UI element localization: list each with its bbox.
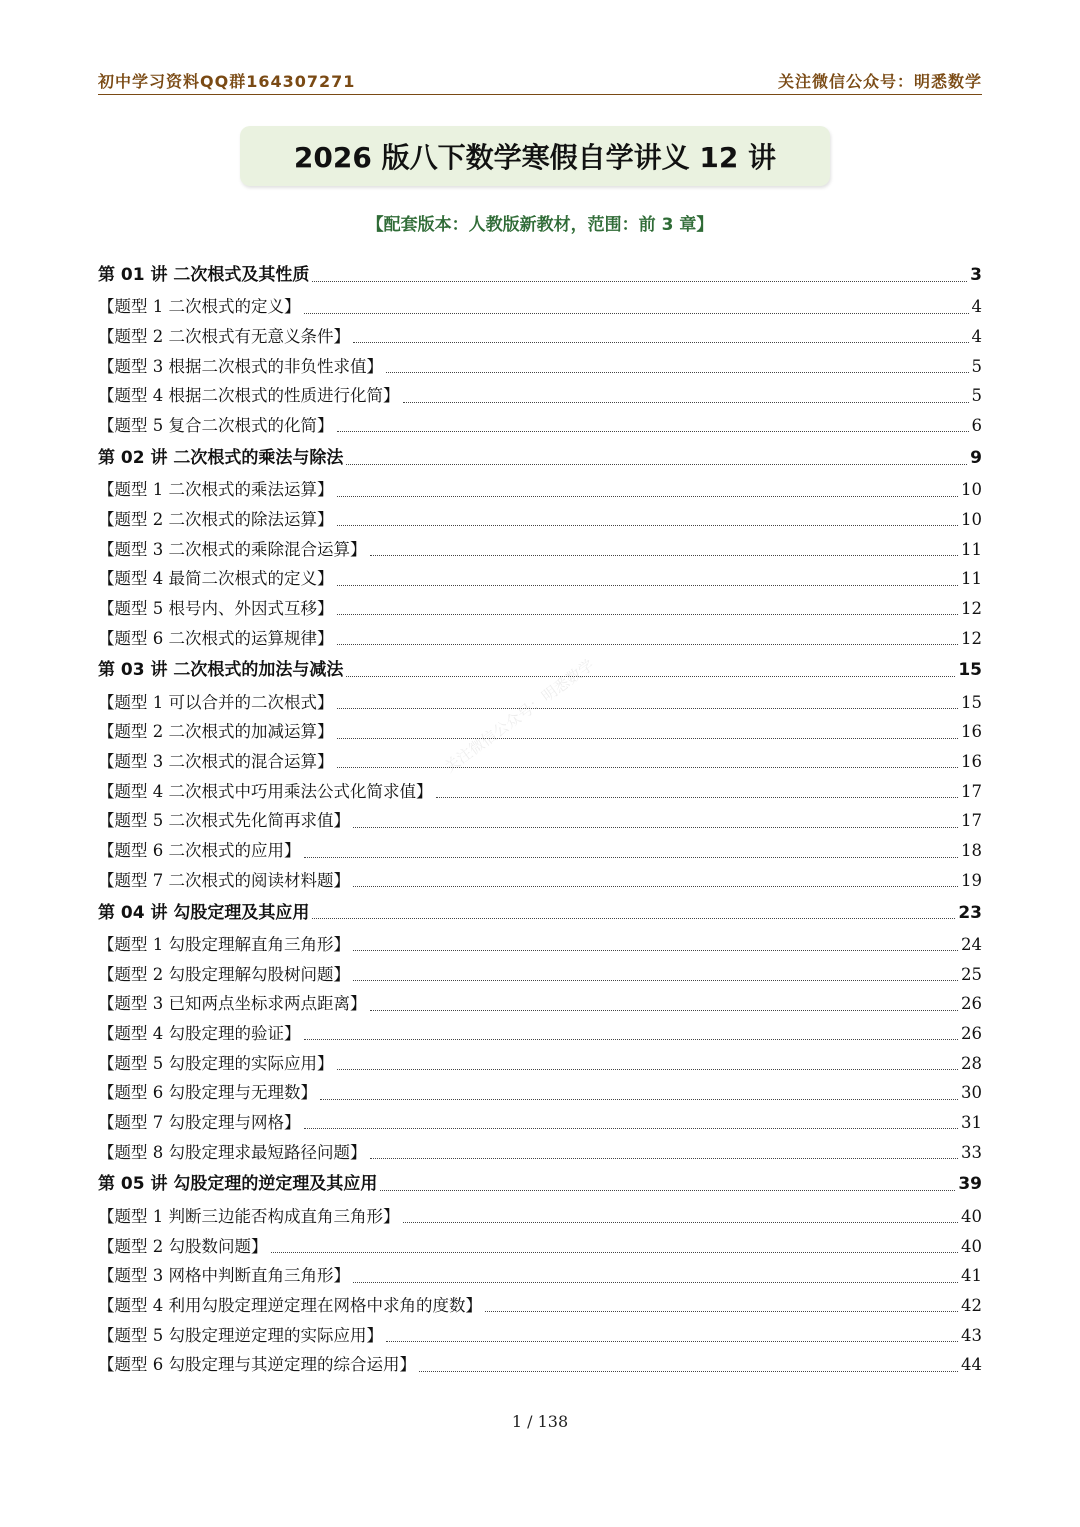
toc-item-page: 42: [961, 1295, 982, 1315]
toc-item[interactable]: [98, 836, 982, 866]
toc-item-page: 19: [961, 870, 982, 890]
toc-chapter-page: 15: [958, 660, 982, 681]
toc-item-title: 【题型 2 二次根式的加减运算】: [98, 722, 334, 742]
toc-item-page: 17: [961, 811, 982, 831]
toc-chapter-title: 第 04 讲 勾股定理及其应用: [98, 902, 310, 923]
page-number: 1 / 138: [511, 1412, 569, 1431]
dot-leader: [304, 313, 969, 314]
dot-leader: [485, 1311, 958, 1312]
toc-item[interactable]: [98, 411, 982, 441]
dot-leader: [353, 886, 958, 887]
watermark: 关注微信公众号：明悉数学: [441, 655, 598, 777]
dot-leader: [304, 857, 959, 858]
dot-leader: [370, 555, 959, 556]
toc-item[interactable]: [98, 717, 982, 747]
dot-leader: [271, 1252, 959, 1253]
dot-leader: [353, 1282, 958, 1283]
dot-leader: [346, 676, 955, 677]
toc-item-page: 30: [961, 1083, 982, 1103]
toc-item-title: 【题型 4 利用勾股定理逆定理在网格中求角的度数】: [98, 1295, 482, 1315]
toc-item[interactable]: [98, 1291, 982, 1321]
toc-item-page: 28: [961, 1053, 982, 1073]
dot-leader: [386, 1341, 958, 1342]
dot-leader: [337, 496, 959, 497]
dot-leader: [353, 342, 969, 343]
toc-chapter-title: 第 05 讲 勾股定理的逆定理及其应用: [98, 1174, 378, 1195]
toc-chapter-page: 39: [958, 1174, 982, 1195]
toc-item-page: 40: [961, 1236, 982, 1256]
toc-item-title: 【题型 3 二次根式的混合运算】: [98, 752, 334, 772]
toc-item[interactable]: [98, 1232, 982, 1262]
dot-leader: [419, 1371, 958, 1372]
toc-chapter-page: 3: [970, 265, 982, 285]
dot-leader: [403, 1222, 959, 1223]
dot-leader: [312, 281, 967, 282]
toc-item-page: 16: [961, 752, 982, 772]
toc-item-title: 【题型 2 勾股数问题】: [98, 1236, 268, 1256]
toc-item-title: 【题型 1 判断三边能否构成直角三角形】: [98, 1206, 400, 1226]
toc-item-title: 【题型 1 勾股定理解直角三角形】: [98, 934, 350, 954]
toc-item[interactable]: [98, 777, 982, 807]
toc-item-title: 【题型 1 二次根式的定义】: [98, 297, 301, 317]
header-right-text: 关注微信公众号：明悉数学: [777, 72, 982, 91]
toc-item[interactable]: [98, 1350, 982, 1380]
dot-leader: [353, 950, 958, 951]
toc-item[interactable]: [98, 535, 982, 565]
toc-item-title: 【题型 3 根据二次根式的非负性求值】: [98, 356, 383, 376]
toc-item-title: 【题型 3 网格中判断直角三角形】: [98, 1266, 350, 1286]
toc-item-page: 18: [961, 841, 982, 861]
toc-chapter[interactable]: [98, 258, 982, 292]
toc-chapter-page: 9: [970, 447, 982, 468]
dot-leader: [380, 1190, 955, 1191]
toc-item[interactable]: [98, 989, 982, 1019]
toc-item-page: 16: [961, 722, 982, 742]
toc-item-page: 40: [961, 1206, 982, 1226]
dot-leader: [353, 980, 958, 981]
toc-item[interactable]: [98, 564, 982, 594]
toc-item-title: 【题型 5 勾股定理逆定理的实际应用】: [98, 1325, 383, 1345]
toc-item[interactable]: [98, 1049, 982, 1079]
toc-item[interactable]: [98, 806, 982, 836]
toc-item[interactable]: [98, 747, 982, 777]
toc-item-title: 【题型 3 已知两点坐标求两点距离】: [98, 994, 367, 1014]
toc-item-page: 17: [961, 781, 982, 801]
dot-leader: [403, 402, 969, 403]
toc-item-page: 24: [961, 934, 982, 954]
toc-chapter-title: 第 01 讲 二次根式及其性质: [98, 265, 310, 285]
toc-item-title: 【题型 2 勾股定理解勾股树问题】: [98, 964, 350, 984]
dot-leader: [370, 1158, 959, 1159]
toc-item[interactable]: [98, 960, 982, 990]
toc-item-title: 【题型 2 二次根式的除法运算】: [98, 509, 334, 529]
toc-item[interactable]: [98, 475, 982, 505]
toc-chapter[interactable]: [98, 653, 982, 687]
toc-chapter-title: 第 03 讲 二次根式的加法与减法: [98, 660, 344, 681]
dot-leader: [337, 738, 959, 739]
toc-item-title: 【题型 6 勾股定理与其逆定理的综合运用】: [98, 1355, 416, 1375]
toc-item-title: 【题型 6 勾股定理与无理数】: [98, 1083, 317, 1103]
toc-chapter[interactable]: [98, 896, 982, 930]
toc-item-page: 25: [961, 964, 982, 984]
toc-item-page: 4: [971, 327, 982, 347]
page-header: [98, 66, 982, 92]
toc-item-page: 11: [961, 539, 982, 559]
toc-item[interactable]: [98, 1019, 982, 1049]
toc-item-title: 【题型 5 复合二次根式的化简】: [98, 416, 334, 436]
dot-leader: [370, 1010, 959, 1011]
toc-item-title: 【题型 4 二次根式中巧用乘法公式化简求值】: [98, 781, 433, 801]
toc-item[interactable]: [98, 505, 982, 535]
toc-item[interactable]: [98, 1078, 982, 1108]
dot-leader: [337, 767, 959, 768]
dot-leader: [312, 918, 955, 919]
toc-item-page: 11: [961, 569, 982, 589]
toc-item[interactable]: [98, 1261, 982, 1291]
toc-chapter[interactable]: [98, 441, 982, 475]
toc-item[interactable]: [98, 322, 982, 352]
toc-item-title: 【题型 5 二次根式先化简再求值】: [98, 811, 350, 831]
toc-item-title: 【题型 7 勾股定理与网格】: [98, 1113, 301, 1133]
dot-leader: [320, 1099, 958, 1100]
toc-item-title: 【题型 6 二次根式的应用】: [98, 841, 301, 861]
toc-item[interactable]: [98, 1321, 982, 1351]
toc-item-page: 6: [971, 416, 982, 436]
toc-item[interactable]: [98, 688, 982, 718]
toc-item-page: 12: [961, 628, 982, 648]
dot-leader: [353, 827, 958, 828]
toc-item-title: 【题型 4 最简二次根式的定义】: [98, 569, 334, 589]
toc-item-title: 【题型 4 根据二次根式的性质进行化简】: [98, 386, 400, 406]
toc-item[interactable]: [98, 1138, 982, 1168]
toc-item[interactable]: [98, 624, 982, 654]
toc-item-page: 5: [971, 386, 982, 406]
toc-item-title: 【题型 3 二次根式的乘除混合运算】: [98, 539, 367, 559]
dot-leader: [346, 464, 967, 465]
toc-item-title: 【题型 5 勾股定理的实际应用】: [98, 1053, 334, 1073]
toc-item[interactable]: [98, 930, 982, 960]
toc-item-page: 41: [961, 1266, 982, 1286]
toc-item-page: 12: [961, 598, 982, 618]
document-subtitle: 【配套版本：人教版新教材，范围：前 3 章】: [366, 215, 714, 235]
toc-item-page: 10: [961, 509, 982, 529]
header-left-text: 初中学习资料QQ群164307271: [98, 72, 356, 91]
toc-chapter-title: 第 02 讲 二次根式的乘法与除法: [98, 447, 344, 468]
toc-item-title: 【题型 2 二次根式有无意义条件】: [98, 327, 350, 347]
table-of-contents: [98, 258, 982, 1380]
toc-item-page: 43: [961, 1325, 982, 1345]
dot-leader: [337, 1069, 959, 1070]
toc-item-title: 【题型 1 二次根式的乘法运算】: [98, 480, 334, 500]
dot-leader: [337, 431, 969, 432]
dot-leader: [337, 614, 959, 615]
toc-item-page: 44: [961, 1355, 982, 1375]
dot-leader: [337, 585, 959, 586]
toc-item[interactable]: [98, 1202, 982, 1232]
toc-item-page: 26: [961, 994, 982, 1014]
dot-leader: [386, 372, 969, 373]
toc-item-title: 【题型 7 二次根式的阅读材料题】: [98, 870, 350, 890]
toc-item[interactable]: [98, 352, 982, 382]
toc-item-title: 【题型 5 根号内、外因式互移】: [98, 598, 334, 618]
dot-leader: [304, 1128, 959, 1129]
toc-item-page: 5: [971, 356, 982, 376]
header-divider: [98, 94, 982, 95]
toc-item-page: 33: [961, 1142, 982, 1162]
document-title: 2026 版八下数学寒假自学讲义 12 讲: [240, 126, 830, 186]
dot-leader: [337, 644, 959, 645]
toc-item-page: 26: [961, 1024, 982, 1043]
dot-leader: [337, 708, 959, 709]
toc-item-title: 【题型 6 二次根式的运算规律】: [98, 628, 334, 648]
toc-item[interactable]: [98, 292, 982, 322]
toc-item-title: 【题型 8 勾股定理求最短路径问题】: [98, 1142, 367, 1162]
dot-leader: [436, 797, 959, 798]
toc-item-title: 【题型 1 可以合并的二次根式】: [98, 692, 334, 712]
toc-item[interactable]: [98, 594, 982, 624]
toc-item-page: 15: [961, 692, 982, 712]
dot-leader: [304, 1039, 959, 1040]
toc-item[interactable]: [98, 866, 982, 896]
toc-item[interactable]: [98, 381, 982, 411]
toc-chapter-page: 23: [958, 902, 982, 923]
toc-item-title: 【题型 4 勾股定理的验证】: [98, 1024, 301, 1043]
toc-item-page: 31: [961, 1113, 982, 1133]
toc-item[interactable]: [98, 1108, 982, 1138]
dot-leader: [337, 525, 959, 526]
toc-chapter[interactable]: [98, 1167, 982, 1201]
toc-item-page: 10: [961, 480, 982, 500]
toc-item-page: 4: [971, 297, 982, 317]
